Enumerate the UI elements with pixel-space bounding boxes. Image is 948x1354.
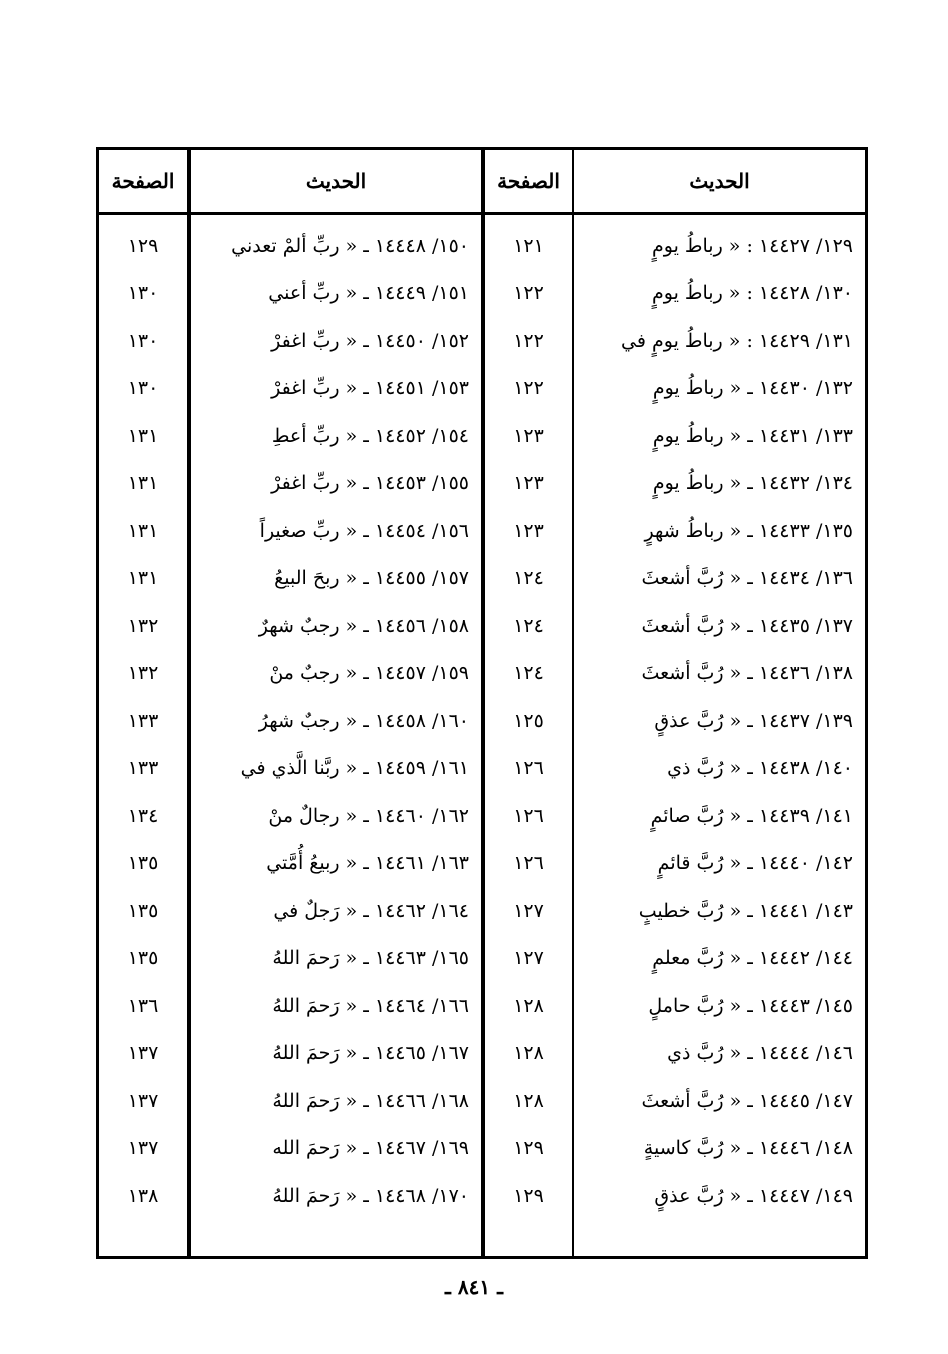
hadith-entry: ١٣٨/ ١٤٤٣٦ ـ « رُبَّ أشعثَ: [641, 662, 853, 685]
header-hadith-left: الحديث: [305, 169, 367, 193]
hadith-entry: ١٦٦/ ١٤٤٦٤ ـ « رَحمَ اللهُ: [272, 994, 469, 1017]
hadith-entry: ١٦٨/ ١٤٤٦٦ ـ « رَحمَ اللهُ: [272, 1089, 469, 1112]
page-ref: ١٣٠: [127, 282, 159, 305]
page-ref: ١٣٣: [127, 709, 159, 732]
page-ref: ١٣٢: [127, 662, 159, 685]
page-ref: ١٢٩: [513, 1137, 544, 1160]
page-ref: ١٢٨: [513, 1089, 544, 1112]
page-ref: ١٢٨: [513, 994, 544, 1017]
hadith-entry: ١٥٢/ ١٤٤٥٠ ـ « ربِّ اغفرْ: [271, 329, 469, 352]
hadith-entry: ١٤٣/ ١٤٤٤١ ـ « رُبَّ خطيبٍ: [638, 899, 853, 922]
header-page-right: الصفحة: [497, 169, 560, 193]
hadith-entry: ١٣٢/ ١٤٤٣٠ ـ « رباطُ يومٍ: [652, 377, 853, 400]
page-ref: ١٢٨: [513, 1042, 544, 1065]
hadith-entry: ١٦٩/ ١٤٤٦٧ ـ « رَحمَ الله: [272, 1137, 469, 1160]
page-ref: ١٣١: [127, 472, 159, 495]
hadith-entry: ١٣٣/ ١٤٤٣١ ـ « رباطُ يومٍ: [652, 424, 853, 447]
hadith-entry: ١٥٠/ ١٤٤٤٨ ـ « ربِّ ألمْ تعدني: [231, 234, 469, 257]
hadith-entry: ١٣٧/ ١٤٤٣٥ ـ « رُبَّ أشعثَ: [641, 614, 853, 637]
hadith-entry: ١٤٩/ ١٤٤٤٧ ـ « رُبَّ عذقٍ: [654, 1184, 853, 1207]
hadith-entry: ١٥٣/ ١٤٤٥١ ـ « ربِّ اغفرْ: [271, 377, 469, 400]
hadith-entry: ١٥١/ ١٤٤٤٩ ـ « ربِّ أعني: [268, 282, 469, 305]
hadith-entry: ١٧٠/ ١٤٤٦٨ ـ « رَحمَ اللهُ: [272, 1184, 469, 1207]
page-ref: ١٣٦: [127, 994, 159, 1017]
hadith-entry: ١٥٧/ ١٤٤٥٥ ـ « ربحَ البيعُ: [274, 567, 469, 590]
page-column-left: [99, 150, 187, 1256]
page-ref: ١٢٦: [513, 852, 544, 875]
hadith-entry: ١٥٦/ ١٤٤٥٤ ـ « ربِّ صغيراً: [259, 519, 469, 542]
hadith-entry: ١٦١/ ١٤٤٥٩ ـ « ربَّنا الَّذي في: [240, 757, 469, 780]
page-ref: ١٣٥: [127, 947, 159, 970]
hadith-entry: ١٦٣/ ١٤٤٦١ ـ « ربيعُ أُمَّتي: [266, 852, 469, 875]
hadith-entry: ١٣٤/ ١٤٤٣٢ ـ « رباطُ يومٍ: [652, 472, 853, 495]
page-ref: ١٣٠: [127, 329, 159, 352]
hadith-entry: ١٤٢/ ١٤٤٤٠ ـ « رُبَّ قائمٍ: [657, 852, 853, 875]
hadith-entry: ١٤٨/ ١٤٤٤٦ ـ « رُبَّ كاسيةٍ: [643, 1137, 853, 1160]
hadith-entry: ١٤٦/ ١٤٤٤٤ ـ « رُبَّ ذي: [667, 1042, 853, 1065]
page-ref: ١٢٦: [513, 804, 544, 827]
header-page-left: الصفحة: [111, 169, 175, 193]
hadith-entry: ١٦٠/ ١٤٤٥٨ ـ « رجبٌ شهرُ: [258, 709, 469, 732]
page-column-right: [485, 150, 572, 1256]
page-ref: ١٢٤: [513, 614, 544, 637]
hadith-entry: ١٥٥/ ١٤٤٥٣ ـ « ربِّ اغفرْ: [271, 472, 469, 495]
page-ref: ١٢٣: [513, 472, 544, 495]
page-ref: ١٣٧: [127, 1089, 159, 1112]
hadith-entry: ١٤٥/ ١٤٤٤٣ ـ « رُبَّ حاملٍ: [648, 994, 853, 1017]
page-number: ـ ٨٤١ ـ: [445, 1275, 503, 1299]
page-ref: ١٣٣: [127, 757, 159, 780]
page-ref: ١٢٢: [513, 329, 544, 352]
page-ref: ١٣٧: [127, 1042, 159, 1065]
page-ref: ١٢٤: [513, 567, 544, 590]
page-ref: ١٣١: [127, 424, 159, 447]
hadith-entry: ١٦٥/ ١٤٤٦٣ ـ « رَحمَ اللهُ: [272, 947, 469, 970]
hadith-column-left: [191, 150, 481, 1256]
hadith-entry: ١٤٧/ ١٤٤٤٥ ـ « رُبَّ أشعثَ: [641, 1089, 853, 1112]
page-ref: ١٣٨: [127, 1184, 159, 1207]
hadith-entry: ١٣٦/ ١٤٤٣٤ ـ « رُبَّ أشعثَ: [641, 567, 853, 590]
page-ref: ١٢٩: [127, 234, 159, 257]
page-ref: ١٣٥: [127, 852, 159, 875]
page-ref: ١٢٧: [513, 947, 544, 970]
hadith-entry: ١٦٤/ ١٤٤٦٢ ـ « رَجلٌ في: [273, 899, 469, 922]
page-ref: ١٣٠: [127, 377, 159, 400]
hadith-entry: ١٤١/ ١٤٤٣٩ ـ « رُبَّ صائمٍ: [650, 804, 853, 827]
hadith-entry: ١٣١/ ١٤٤٢٩ : « رباطُ يومٍ في: [621, 329, 853, 352]
hadith-entry: ١٥٨/ ١٤٤٥٦ ـ « رجبٌ شهرٌ: [258, 614, 469, 637]
hadith-column-right: [574, 150, 865, 1256]
hadith-entry: ١٥٤/ ١٤٤٥٢ ـ « ربِّ أعطِ: [271, 424, 469, 447]
hadith-entry: ١٤٠/ ١٤٤٣٨ ـ « رُبَّ ذي: [667, 757, 853, 780]
hadith-entry: ١٣٥/ ١٤٤٣٣ ـ « رباطُ شهرٍ: [644, 519, 853, 542]
page-ref: ١٣٤: [127, 804, 159, 827]
page-ref: ١٢٧: [513, 899, 544, 922]
page-ref: ١٢٢: [513, 282, 544, 305]
hadith-entry: ١٢٩/ ١٤٤٢٧ : « رباطُ يومٍ: [652, 234, 853, 257]
hadith-entry: ١٣٠/ ١٤٤٢٨ : « رباطُ يومٍ: [652, 282, 853, 305]
page-ref: ١٣٢: [127, 614, 159, 637]
hadith-entry: ١٦٢/ ١٤٤٦٠ ـ « رجالٌ منْ: [268, 804, 469, 827]
page-ref: ١٢٣: [513, 519, 544, 542]
hadith-entry: ١٦٧/ ١٤٤٦٥ ـ « رَحمَ اللهُ: [272, 1042, 469, 1065]
page-ref: ١٣١: [127, 567, 159, 590]
page-ref: ١٢٢: [513, 377, 544, 400]
page-ref: ١٢٣: [513, 424, 544, 447]
page-ref: ١٢٩: [513, 1184, 544, 1207]
page-ref: ١٣١: [127, 519, 159, 542]
index-table: [96, 147, 868, 1259]
header-hadith-right: الحديث: [689, 169, 750, 193]
page-ref: ١٢٤: [513, 662, 544, 685]
page-ref: ١٢٦: [513, 757, 544, 780]
page-ref: ١٢٥: [513, 709, 544, 732]
page-ref: ١٣٧: [127, 1137, 159, 1160]
page-ref: ١٢١: [513, 234, 544, 257]
hadith-entry: ١٤٤/ ١٤٤٤٢ ـ « رُبَّ معلمٍ: [652, 947, 853, 970]
hadith-entry: ١٥٩/ ١٤٤٥٧ ـ « رجبٌ منْ: [269, 662, 469, 685]
hadith-entry: ١٣٩/ ١٤٤٣٧ ـ « رُبَّ عذقٍ: [654, 709, 853, 732]
page-ref: ١٣٥: [127, 899, 159, 922]
